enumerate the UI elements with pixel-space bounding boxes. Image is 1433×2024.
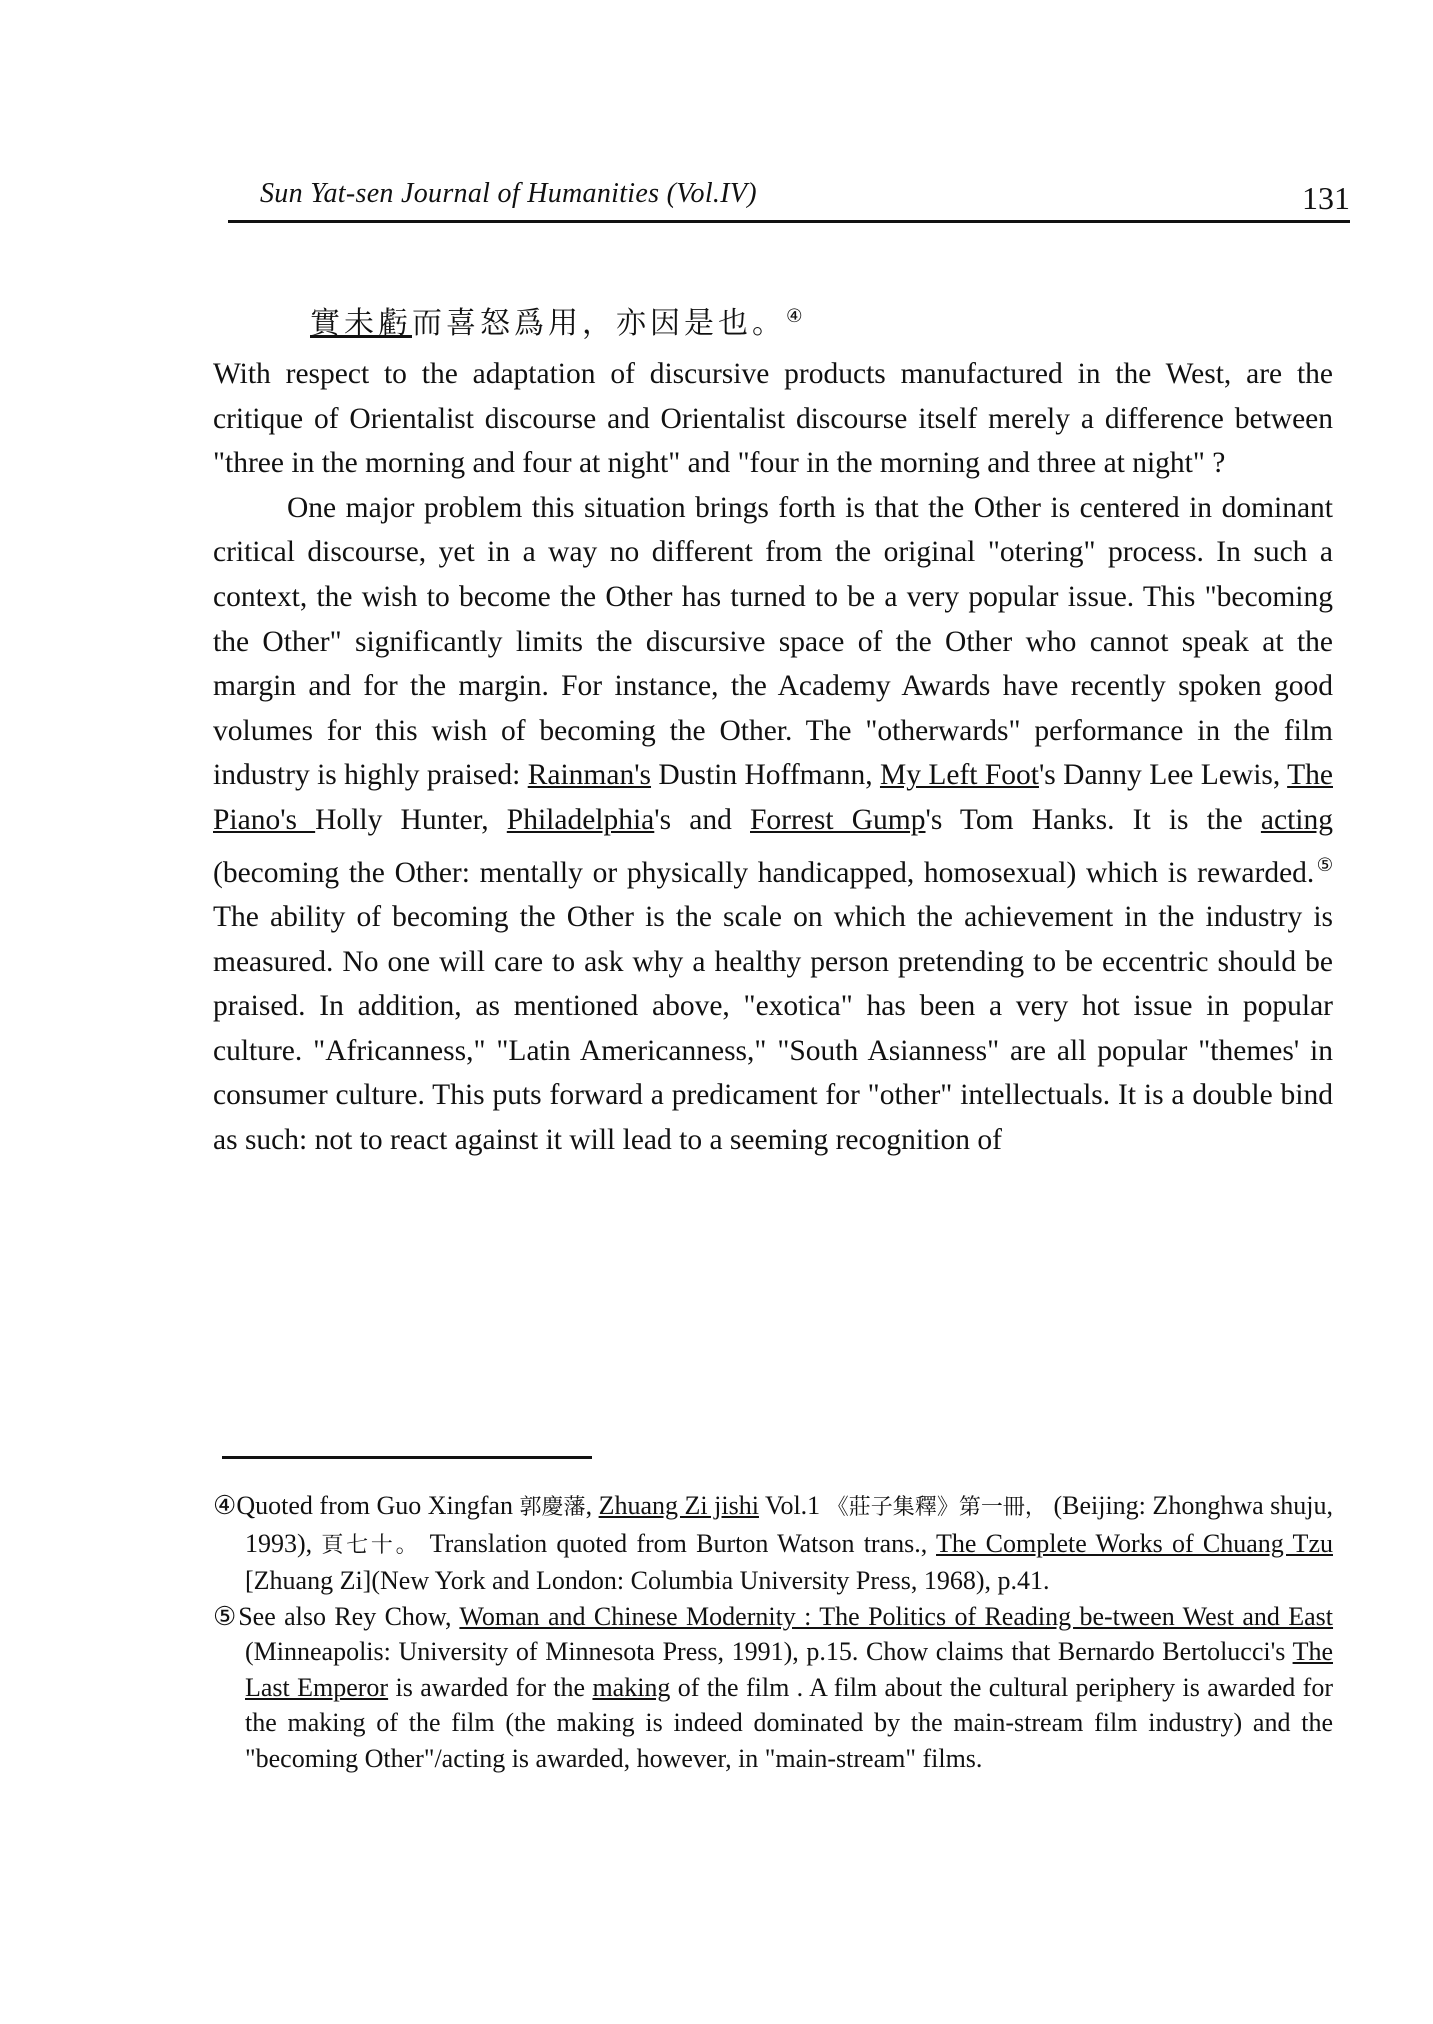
paragraph-2-text: Dustin Hoffmann, xyxy=(651,759,880,792)
paragraph-2-text: The ability of becoming the Other is the scale on which the achievement in the industry is measured. No one will care to ask why a healthy person pretending to be eccentric should be praised. In addition, as mentioned above, "exotica" has been a very hot issue in popular culture. "Africanness," "Latin Americanness," "South Asianness" are all popular "themes' in consumer culture. This puts forward a predicament for "other" intellectuals. It is a double bind as such: not to react against it will lead to a seeming recognition of xyxy=(213,900,1333,1156)
running-header xyxy=(228,168,1350,223)
footnote-text: (Beijing: Zhonghwa shuju, 1993), xyxy=(245,1491,1333,1558)
film-title: Forrest Gump xyxy=(750,803,926,836)
book-title: Zhuang Zi jishi xyxy=(598,1491,759,1520)
footnote-text: See also Rey Chow, xyxy=(238,1601,460,1631)
footnote-mark-4: ④ xyxy=(786,306,807,327)
quote-underlined-text: 實未虧 xyxy=(310,306,412,341)
footnote-text: is awarded for the xyxy=(388,1672,593,1702)
chinese-quote-line xyxy=(310,298,807,342)
main-text xyxy=(213,352,1333,1163)
footnotes xyxy=(213,1488,1333,1776)
footnote-text: (Minneapolis: University of Minnesota Press, 1991), p.15. Chow claims that Bernardo Bertolucci's xyxy=(245,1637,1293,1666)
footnote-5 xyxy=(213,1599,1334,1777)
footnote-text: [Zhuang Zi](New York and London: Columbia University Press, 1968), p.41. xyxy=(245,1566,1050,1595)
footnote-number: ⑤ xyxy=(213,1601,239,1631)
emphasized-word: making xyxy=(592,1672,671,1702)
page-number: 131 xyxy=(1302,180,1350,216)
paragraph-1: With respect to the adaptation of discursive products manufactured in the West, are the critique of Orientalist discourse and Orientalist discourse itself merely a difference between "three in the morning and four at night" and "four in the morning and three at night" ? xyxy=(213,358,1333,480)
footnote-text: of the film . A film about the cultural periphery is awarded for the making of the film (the making is indeed dominated by the main-stream film industry) and the "becoming Other"/acting is awarded, however, in "main-stream" films. xyxy=(245,1672,1333,1773)
footnote-text: Translation quoted from Burton Watson trans., xyxy=(420,1528,937,1558)
film-title: Rainman's xyxy=(527,759,652,792)
film-title: The Last Emperor xyxy=(245,1637,1333,1702)
emphasized-word: acting xyxy=(1260,803,1333,836)
quote-text: 而喜怒爲用，亦因是也。 xyxy=(412,306,786,341)
author-name-cjk: 郭慶藩 xyxy=(519,1495,586,1520)
book-title-cjk: 《莊子集釋》第一冊， xyxy=(826,1495,1047,1520)
footnote-text: , xyxy=(585,1491,599,1520)
book-title: Woman and Chinese Modernity : The Politics of Reading be-tween West and East xyxy=(459,1601,1334,1631)
film-title: Philadelphia xyxy=(506,803,655,836)
footnote-text: Quoted from Guo Xingfan xyxy=(236,1491,520,1520)
footnote-4 xyxy=(213,1488,1333,1599)
journal-title: Sun Yat-sen Journal of Humanities (Vol.IV) xyxy=(260,178,757,209)
page-ref-cjk: 頁七十。 xyxy=(321,1532,421,1558)
paragraph-2-text: Holly Hunter, xyxy=(315,803,507,836)
paragraph-2-text: 's Tom Hanks. It is the xyxy=(925,803,1261,836)
book-title: The Complete Works of Chuang Tzu xyxy=(936,1528,1333,1558)
footnote-text: Vol.1 xyxy=(758,1491,827,1520)
paragraph-2-text: 's Danny Lee Lewis, xyxy=(1038,759,1288,792)
footnote-divider xyxy=(222,1456,592,1459)
paragraph-2-text: One major problem this situation brings forth is that the Other is centered in dominant critical discourse, yet in a way no different from the original "otering" process. In such a context, the wish to become the Other has turned to be a very popular issue. This "becoming the Other" significantly limits the discursive space of the Other who cannot speak at the margin and for the margin. For instance, the Academy Awards have recently spoken good volumes for this wish of becoming the Other. The "otherwards" performance in the film industry is highly praised: xyxy=(213,491,1333,792)
film-title: My Left Foot xyxy=(879,759,1039,792)
paragraph-2 xyxy=(213,486,1333,1163)
film-title: The Piano's xyxy=(213,759,1333,836)
footnote-mark-5: ⑤ xyxy=(1314,854,1334,875)
paragraph-2-text: 's and xyxy=(654,803,750,836)
footnote-number: ④ xyxy=(213,1491,237,1520)
paragraph-2-text: (becoming the Other: mentally or physically handicapped, homosexual) which is rewarded. xyxy=(213,856,1315,889)
